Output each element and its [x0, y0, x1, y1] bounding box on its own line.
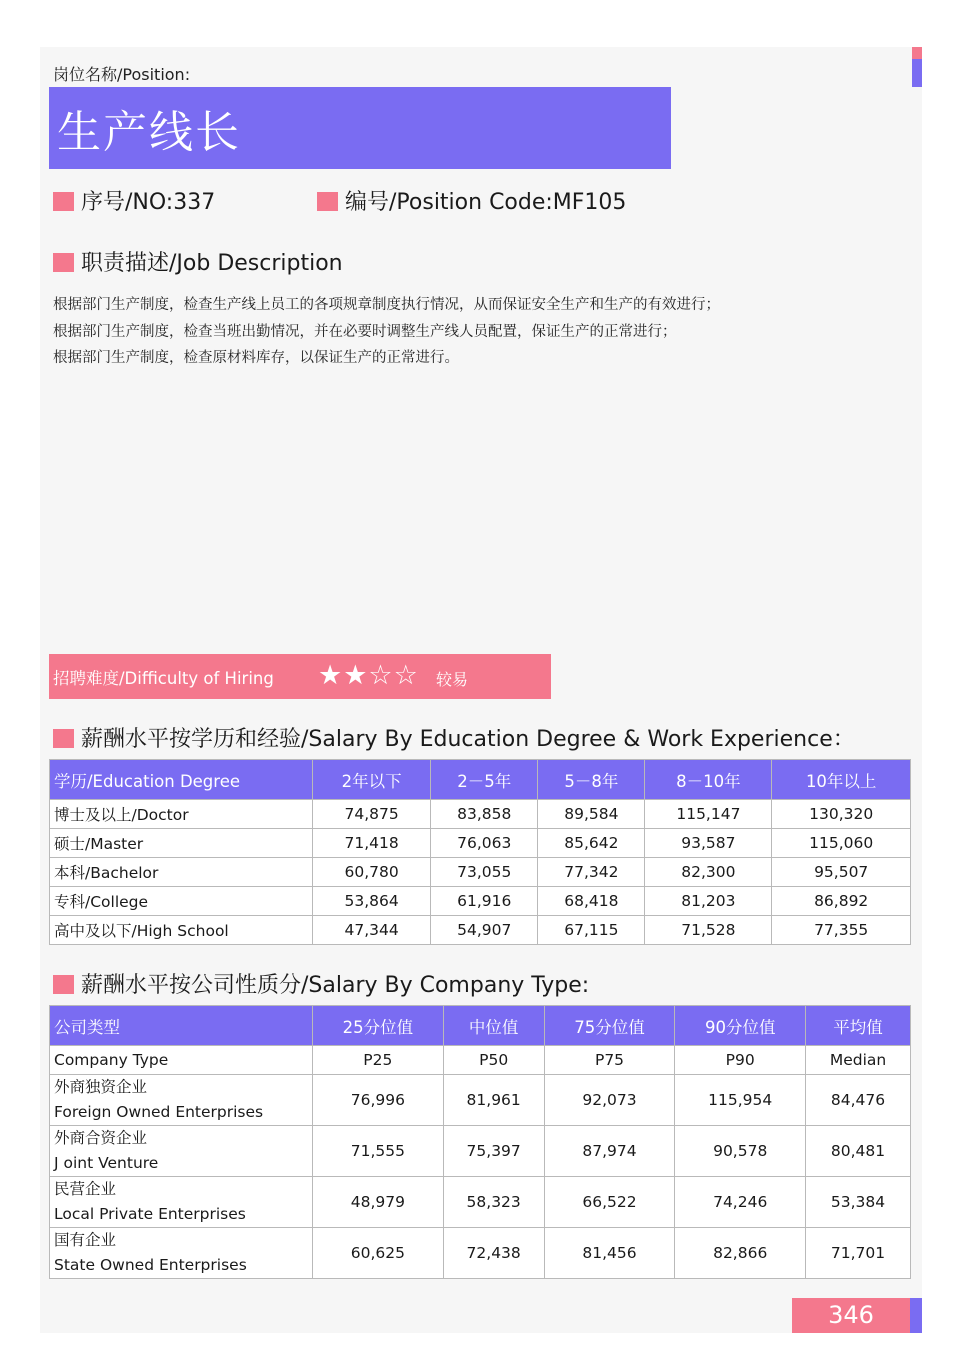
table-row: [50, 1075, 911, 1126]
table-cell: 高中及以下/High School: [50, 916, 313, 945]
bullet-square-icon: [53, 975, 74, 994]
bullet-square-icon: [53, 192, 74, 211]
table-cell: 115,060: [772, 829, 911, 858]
table-cell: 71,701: [806, 1228, 911, 1279]
table-row: [50, 916, 911, 945]
table-cell: 82,300: [645, 858, 772, 887]
table-row: [50, 800, 911, 829]
serial-number: [53, 185, 215, 216]
table-cell: 71,418: [313, 829, 431, 858]
table-cell: 76,063: [431, 829, 538, 858]
company-type-en: J oint Venture: [54, 1154, 159, 1172]
table-cell: 67,115: [538, 916, 645, 945]
table-subheader-cell: P50: [443, 1046, 544, 1075]
table-header-cell: 公司类型: [50, 1006, 313, 1046]
table-cell: 53,384: [806, 1177, 911, 1228]
company-type-cell: [50, 1228, 313, 1279]
table-header-cell: 8－10年: [645, 760, 772, 800]
difficulty-label: 招聘难度/Difficulty of Hiring: [53, 669, 274, 688]
table-cell: 87,974: [544, 1126, 675, 1177]
table-header-cell: 平均值: [806, 1006, 911, 1046]
table-row: [50, 1228, 911, 1279]
table-header-cell: 25分位值: [313, 1006, 444, 1046]
table-subheader-row: [50, 1046, 911, 1075]
table-cell: 130,320: [772, 800, 911, 829]
table-cell: 60,780: [313, 858, 431, 887]
company-type-cn: 外商独资企业: [54, 1078, 148, 1096]
table-cell: 83,858: [431, 800, 538, 829]
company-type-cell: [50, 1075, 313, 1126]
table-header-cell: 学历/Education Degree: [50, 760, 313, 800]
company-type-cn: 国有企业: [54, 1231, 117, 1249]
salary-education-heading-text: 薪酬水平按学历和经验/Salary By Education Degree & Work Experience：: [81, 727, 855, 752]
table-cell: 74,246: [675, 1177, 806, 1228]
table-cell: 81,961: [443, 1075, 544, 1126]
table-cell: 73,055: [431, 858, 538, 887]
table-cell: 93,587: [645, 829, 772, 858]
company-type-cn: 民营企业: [54, 1180, 117, 1198]
company-type-cell: [50, 1177, 313, 1228]
table-subheader-cell: Median: [806, 1046, 911, 1075]
table-row: [50, 1126, 911, 1177]
table-cell: 86,892: [772, 887, 911, 916]
table-cell: 71,555: [313, 1126, 444, 1177]
table-cell: 89,584: [538, 800, 645, 829]
company-type-en: Foreign Owned Enterprises: [54, 1103, 264, 1121]
serial-number-text: 序号/NO:337: [81, 190, 216, 215]
table-cell: 61,916: [431, 887, 538, 916]
bullet-square-icon: [317, 192, 338, 211]
company-type-en: State Owned Enterprises: [54, 1256, 247, 1274]
company-type-cell: [50, 1126, 313, 1177]
table-cell: 82,866: [675, 1228, 806, 1279]
table-subheader-cell: Company Type: [50, 1046, 313, 1075]
table-subheader-cell: P75: [544, 1046, 675, 1075]
salary-company-heading-text: 薪酬水平按公司性质分/Salary By Company Type:: [81, 973, 590, 998]
salary-education-table: [49, 759, 911, 945]
table-cell: 58,323: [443, 1177, 544, 1228]
table-cell: 81,456: [544, 1228, 675, 1279]
table-cell: 60,625: [313, 1228, 444, 1279]
table-cell: 专科/College: [50, 887, 313, 916]
position-label: 岗位名称/Position:: [53, 65, 191, 84]
difficulty-word: 较易: [436, 670, 469, 689]
bullet-square-icon: [53, 729, 74, 748]
table-cell: 77,342: [538, 858, 645, 887]
table-header-cell: 10年以上: [772, 760, 911, 800]
description-heading: [53, 246, 343, 277]
table-cell: 95,507: [772, 858, 911, 887]
table-cell: 115,954: [675, 1075, 806, 1126]
table-row: [50, 829, 911, 858]
salary-company-table: [49, 1005, 911, 1279]
table-subheader-cell: P25: [313, 1046, 444, 1075]
company-type-cn: 外商合资企业: [54, 1129, 148, 1147]
table-header-cell: 90分位值: [675, 1006, 806, 1046]
table-cell: 92,073: [544, 1075, 675, 1126]
table-cell: 85,642: [538, 829, 645, 858]
table-header-row: [50, 760, 911, 800]
table-row: [50, 858, 911, 887]
position-code: [317, 185, 626, 216]
page-number-stripe: [910, 1298, 922, 1333]
description-body: [53, 292, 720, 372]
table-cell: 47,344: [313, 916, 431, 945]
table-header-cell: 2年以下: [313, 760, 431, 800]
table-cell: 53,864: [313, 887, 431, 916]
description-line: 根据部门生产制度，检查生产线上员工的各项规章制度执行情况，从而保证安全生产和生产的有效进行；: [53, 297, 720, 313]
corner-decoration-pink: [912, 47, 922, 59]
table-row: [50, 1177, 911, 1228]
table-header-cell: 中位值: [443, 1006, 544, 1046]
page-title: 生产线长: [57, 107, 241, 158]
bullet-square-icon: [53, 253, 74, 272]
page-number: 346: [828, 1301, 874, 1329]
table-cell: 77,355: [772, 916, 911, 945]
table-cell: 54,907: [431, 916, 538, 945]
corner-decoration-purple: [912, 59, 922, 87]
description-line: 根据部门生产制度，检查原材料库存，以保证生产的正常进行。: [53, 350, 459, 366]
position-code-text: 编号/Position Code:MF105: [345, 190, 627, 215]
table-cell: 80,481: [806, 1126, 911, 1177]
table-cell: 72,438: [443, 1228, 544, 1279]
table-header-row: [50, 1006, 911, 1046]
table-cell: 75,397: [443, 1126, 544, 1177]
table-cell: 硕士/Master: [50, 829, 313, 858]
table-cell: 68,418: [538, 887, 645, 916]
star-rating-icon: ★★☆☆: [318, 660, 419, 691]
table-cell: 71,528: [645, 916, 772, 945]
table-header-cell: 75分位值: [544, 1006, 675, 1046]
table-row: [50, 887, 911, 916]
table-cell: 74,875: [313, 800, 431, 829]
table-cell: 48,979: [313, 1177, 444, 1228]
company-type-en: Local Private Enterprises: [54, 1205, 246, 1223]
table-cell: 76,996: [313, 1075, 444, 1126]
salary-education-heading: [53, 722, 855, 753]
description-heading-text: 职责描述/Job Description: [81, 251, 343, 276]
salary-company-heading: [53, 968, 589, 999]
table-cell: 博士及以上/Doctor: [50, 800, 313, 829]
table-header-cell: 2－5年: [431, 760, 538, 800]
table-cell: 81,203: [645, 887, 772, 916]
description-line: 根据部门生产制度，检查当班出勤情况，并在必要时调整生产线人员配置，保证生产的正常进行；: [53, 323, 677, 340]
table-cell: 66,522: [544, 1177, 675, 1228]
table-cell: 本科/Bachelor: [50, 858, 313, 887]
table-cell: 90,578: [675, 1126, 806, 1177]
table-cell: 84,476: [806, 1075, 911, 1126]
table-subheader-cell: P90: [675, 1046, 806, 1075]
table-cell: 115,147: [645, 800, 772, 829]
table-header-cell: 5－8年: [538, 760, 645, 800]
